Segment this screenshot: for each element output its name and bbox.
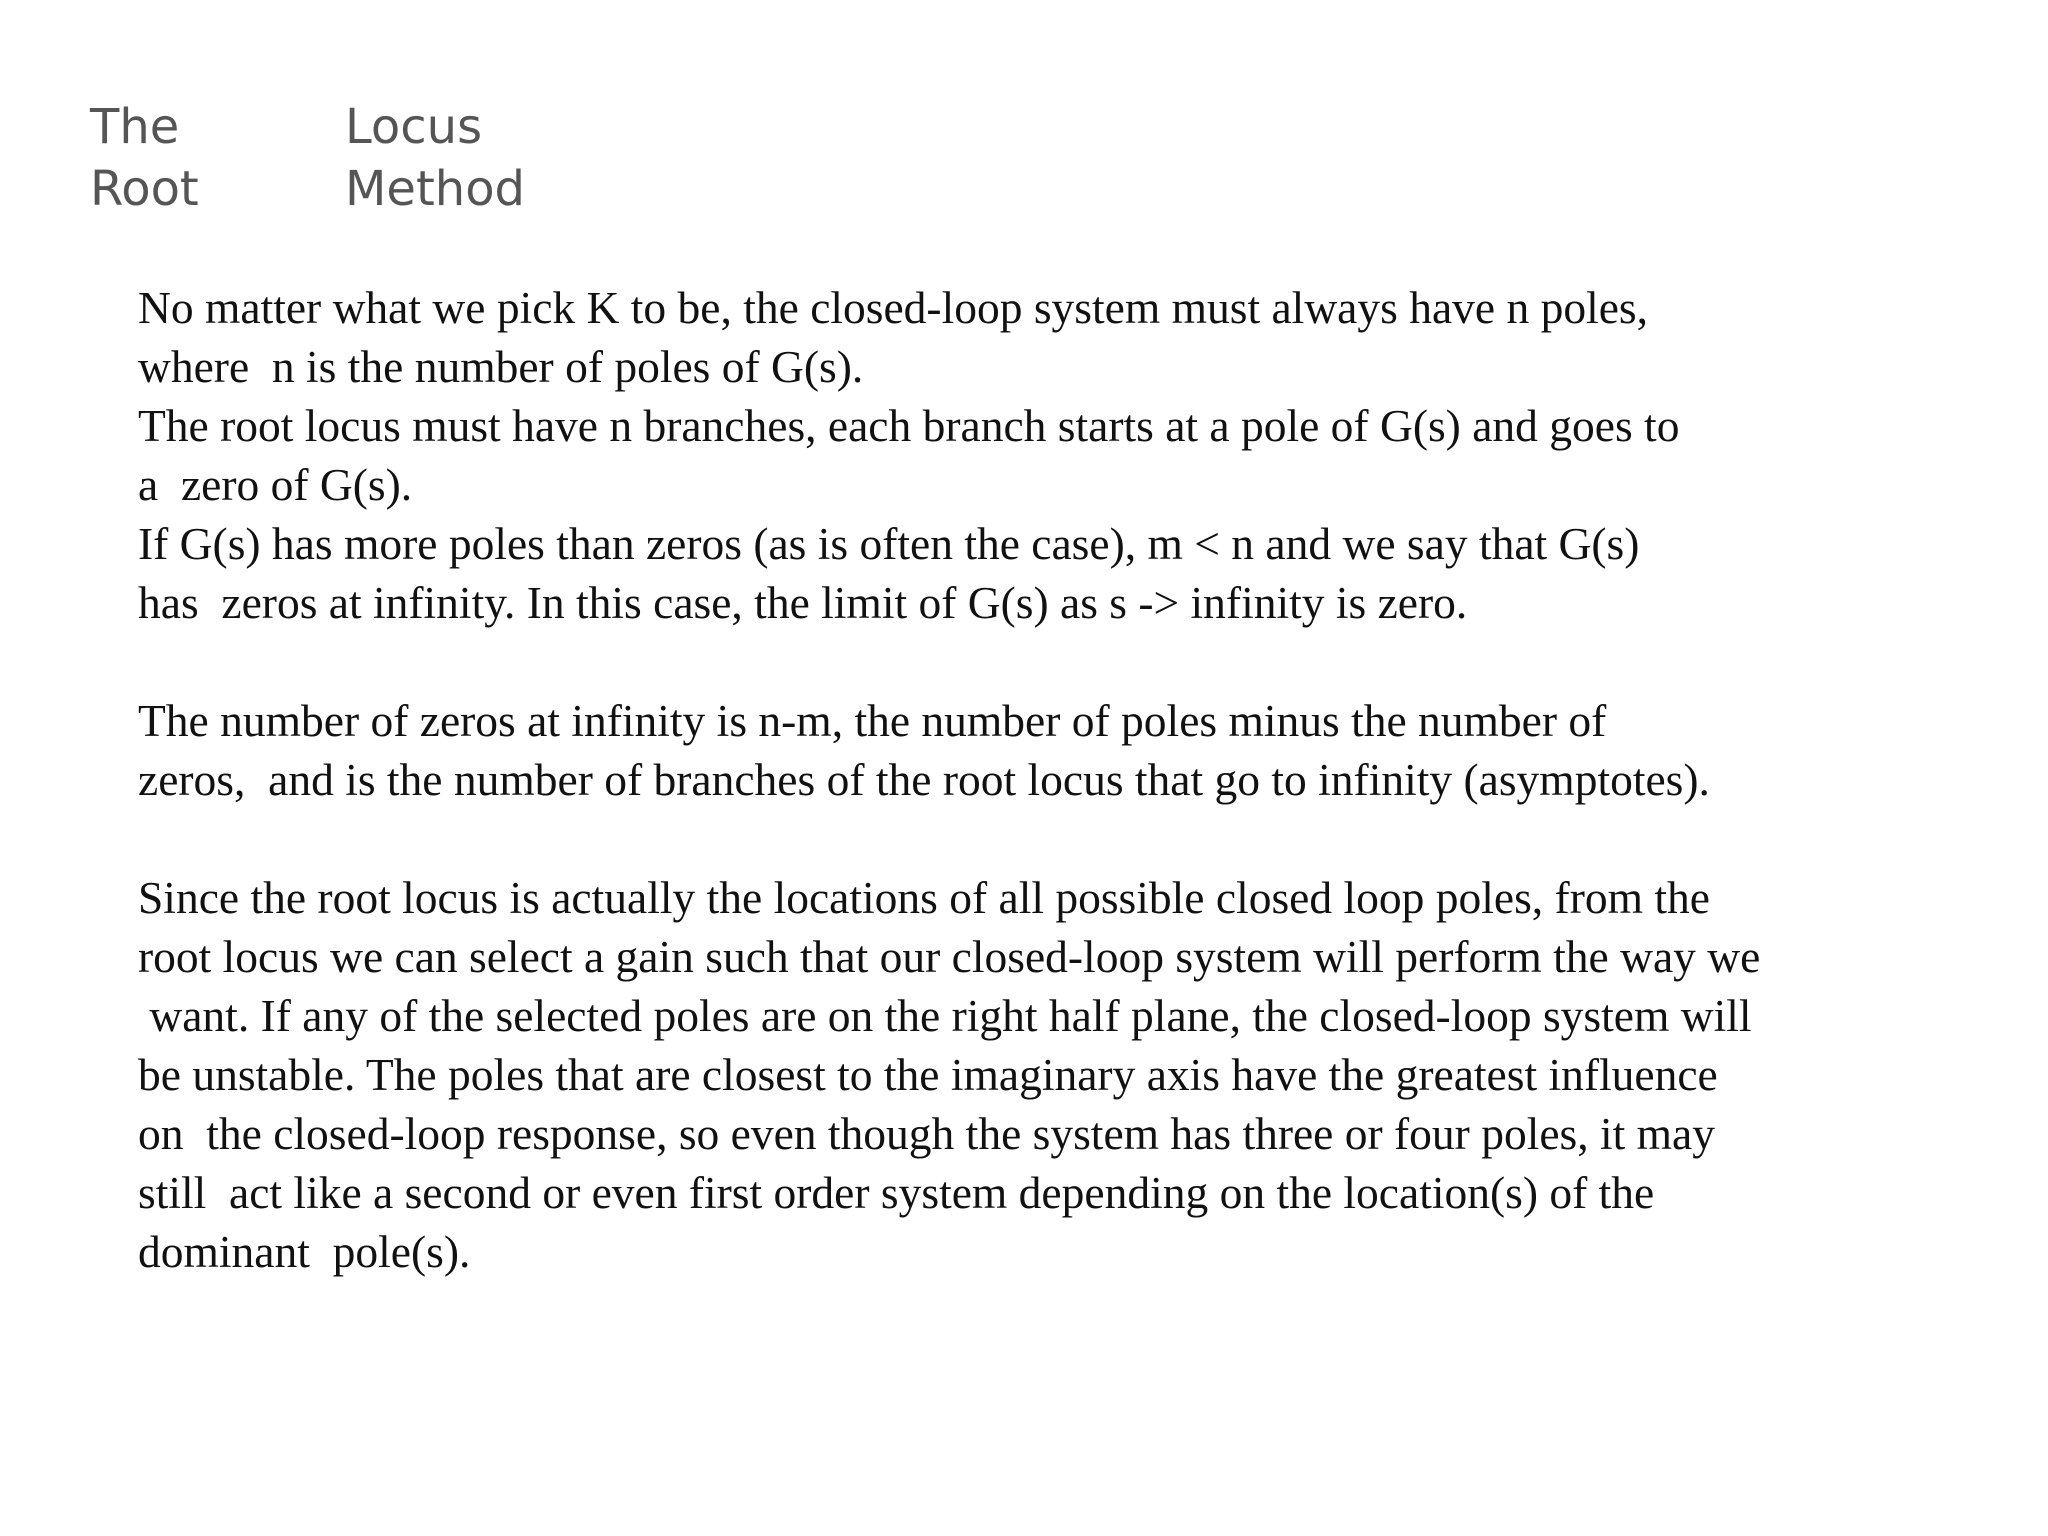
paragraph-3-line-5: on the closed-loop response, so even though the system has three or four poles, it may <box>138 1108 1715 1159</box>
paragraph-1-line-4: a zero of G(s). <box>138 459 413 510</box>
paragraph-1-line-5: If G(s) has more poles than zeros (as is often the case), m < n and we say that G(s) <box>138 518 1640 569</box>
paragraph-1-line-2: where n is the number of poles of G(s). <box>138 341 864 392</box>
title-word-root: Root <box>90 161 199 217</box>
paragraph-1-line-3: The root locus must have n branches, each branch starts at a pole of G(s) and goes to <box>138 400 1680 451</box>
paragraph-3-line-4: be unstable. The poles that are closest to the imaginary axis have the greatest influence <box>138 1049 1718 1100</box>
title-word-locus: Locus <box>345 99 483 155</box>
paragraph-3-line-6: still act like a second or even first order system depending on the location(s) of the <box>138 1167 1655 1218</box>
paragraph-3-line-2: root locus we can select a gain such that our closed-loop system will perform the way we <box>138 931 1761 982</box>
title-word-method: Method <box>345 161 526 217</box>
title-word-the: The <box>90 99 180 155</box>
paragraph-3-line-1: Since the root locus is actually the locations of all possible closed loop poles, from the <box>138 872 1710 923</box>
paragraph-2-line-2: zeros, and is the number of branches of the root locus that go to infinity (asymptotes). <box>138 754 1710 805</box>
paragraph-1-line-1: No matter what we pick K to be, the closed-loop system must always have n poles, <box>138 282 1649 333</box>
paragraph-3-line-7: dominant pole(s). <box>138 1226 471 1277</box>
paragraph-1-line-6: has zeros at infinity. In this case, the limit of G(s) as s -> infinity is zero. <box>138 577 1468 628</box>
paragraph-gap <box>138 632 2028 691</box>
slide-body <box>138 278 2028 1281</box>
slide-title <box>90 96 565 220</box>
paragraph-3-line-3: want. If any of the selected poles are on the right half plane, the closed-loop system will <box>138 990 1752 1041</box>
paragraph-2-line-1: The number of zeros at infinity is n-m, the number of poles minus the number of <box>138 695 1607 746</box>
paragraph-gap <box>138 809 2028 868</box>
